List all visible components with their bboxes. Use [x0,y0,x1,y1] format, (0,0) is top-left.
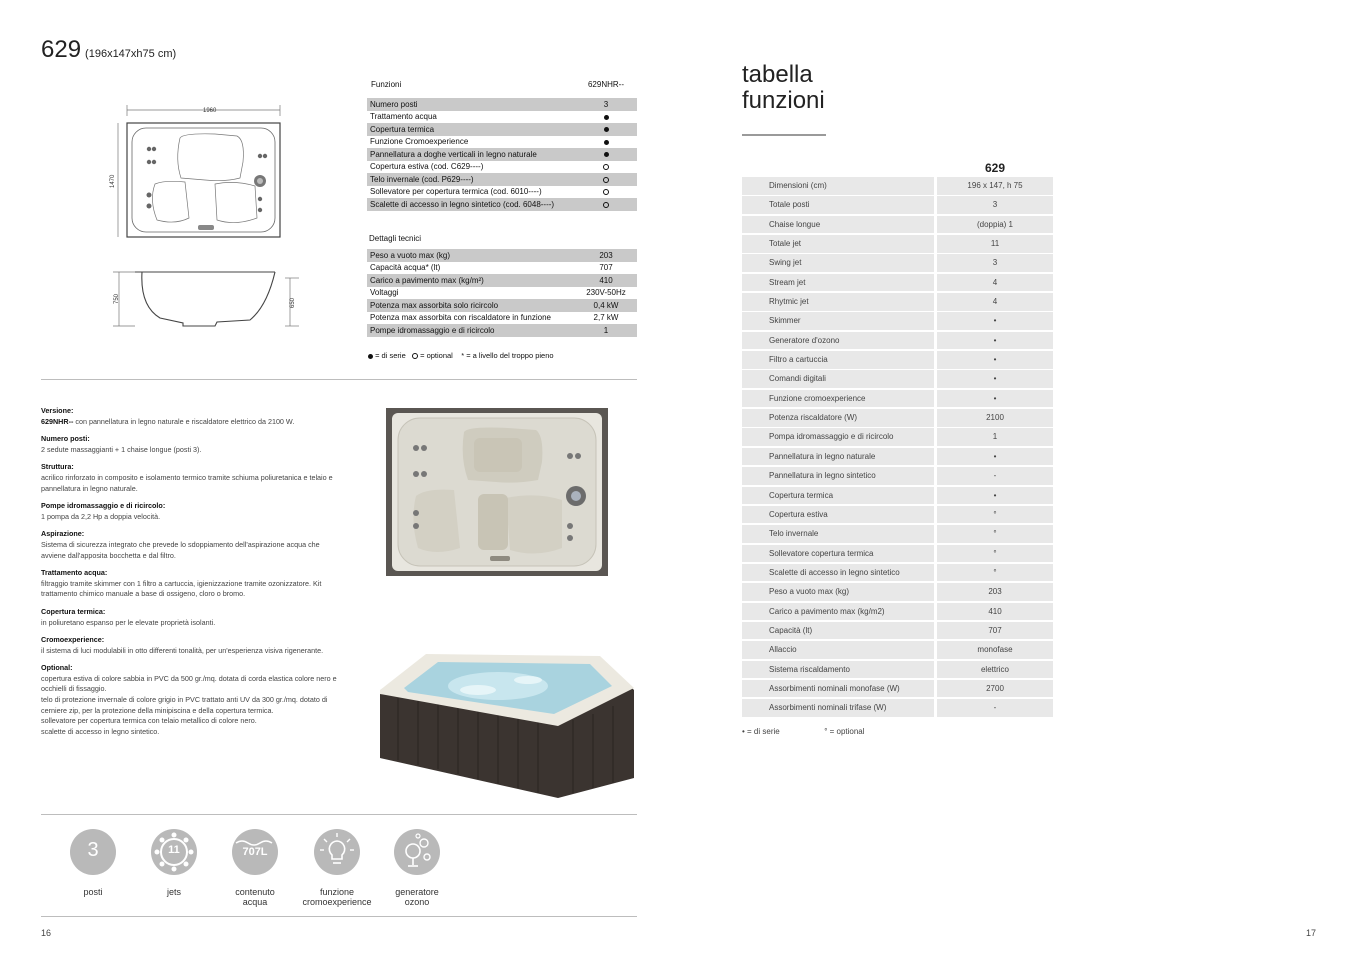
table-row: Copertura termica • [742,487,1053,505]
ozone-generator-icon [394,829,440,875]
table-row: Funzione Cromoexperience [367,136,637,149]
depth-label: 1470 [110,174,116,188]
description-item: Struttura: acrilico rinforzato in composito e isolamento termico tramite schiuma poliuretanica e telaio e pannellatura in legno naturale. [41,462,333,493]
table-row: Sollevatore copertura termica ° [742,545,1053,563]
features-table [742,177,1053,719]
table-row: Voltaggi 230V-50Hz [370,288,626,298]
table-row: Pompe idromassaggio e di ricircolo 1 [367,324,637,337]
functions-header-left: Funzioni [371,79,402,89]
page-number-left: 16 [41,928,52,938]
divider [41,379,637,380]
table-row: Generatore d'ozono • [742,332,1053,350]
table-row: Totale jet 11 [742,235,1053,253]
left-legend [368,351,554,360]
table-row: Capacità acqua* (lt) 707 [370,263,613,273]
table-row: Filtro a cartuccia • [742,351,1053,369]
table-row: Chaise longue (doppia) 1 [742,216,1053,234]
table-row: Swing jet 3 [742,254,1053,272]
table-row: Capacità (lt) 707 [742,622,1053,640]
description-item: Optional: copertura estiva di colore sabbia in PVC da 500 gr./mq. dotata di corda elastica colore nero e occhielli di fissaggio. telo di protezione invernale di colore grigio in PVC trattato anti UV da 300 gr./mq. dotato di cerniere zip, per la protezione della minipiscina e della copertura termica. sollevatore per copertura termica con telaio metallico di colore nero. scalette di accesso in legno sintetico. [41,663,337,736]
table-row: Allaccio monofase [742,641,1053,659]
description-item: Copertura termica: in poliuretano espanso per le elevate proprietà isolanti. [41,606,216,627]
table-row: Numero posti 3 [367,98,637,111]
legend-optional: = optional [420,351,453,360]
column-header: 629 [984,161,1006,175]
feature-seats: 3 posti [48,829,138,897]
table-row: Potenza max assorbita solo ricircolo 0,4 kW [367,299,637,312]
table-row: Dimensioni (cm) 196 x 147, h 75 [742,177,1053,195]
table-row: Pannellatura in legno naturale • [742,448,1053,466]
divider [41,916,637,917]
side-view-drawing [105,266,305,336]
table-row: Potenza max assorbita con riscaldatore in funzione 2,7 kW [370,313,619,323]
description-item: Aspirazione: Sistema di sicurezza integrato che prevede lo sdoppiamento dell'aspirazione acqua che avviene dall'apposita bocchetta e dal filtro. [41,529,320,560]
description-item: Cromoexperience: il sistema di luci modulabili in otto differenti tonalità, per un'esperienza visiva rigenerante. [41,635,324,655]
title-underline [742,134,826,136]
right-legend [742,727,865,736]
description-item: Pompe idromassaggio e di ricircolo: 1 pompa da 2,2 Hp a doppia velocità. [41,501,166,521]
table-row: Scalette di accesso in legno sintetico ° [742,564,1053,582]
legend-note: * = a livello del troppo pieno [461,351,554,360]
table-row: Stream jet 4 [742,274,1053,292]
tech-details-table [367,231,637,337]
table-row: Pannellatura a doghe verticali in legno naturale [367,148,637,161]
table-row: Trattamento acqua [367,111,637,124]
spa-top-photo [386,408,608,581]
serie-dot-icon [604,127,609,132]
table-row: Scalette di accesso in legno sintetico (cod. 6048----) [367,198,637,211]
table-row: Assorbimenti nominali monofase (W) 2700 [742,680,1053,698]
lightbulb-icon [314,829,360,875]
table-row: Telo invernale (cod. P629----) [367,173,637,186]
table-row: Assorbimenti nominali trifase (W) - [742,699,1053,717]
feature-cromoexperience: funzione cromoexperience [292,829,382,907]
table-row: Potenza riscaldatore (W) 2100 [742,409,1053,427]
description-item: Numero posti: 2 sedute massaggianti + 1 chaise longue (posti 3). [41,434,202,454]
jets-icon: 11 [151,829,197,875]
height-left-label: 750 [114,293,120,304]
tech-details-title: Dettagli tecnici [369,233,422,243]
feature-jets: 11 jets [129,829,219,897]
optional-ring-icon [603,202,609,208]
table-row: Rhytmic jet 4 [742,293,1053,311]
seats-icon: 3 [70,829,116,875]
feature-water-content: 707L contenuto acqua [210,829,300,907]
serie-dot-icon [604,115,609,120]
optional-ring-icon [603,164,609,170]
optional-ring-icon [603,189,609,195]
table-row: Pannellatura in legno sintetico - [742,467,1053,485]
table-row: Copertura estiva (cod. C629----) [367,161,637,174]
table-row: Totale posti 3 [742,196,1053,214]
spa-perspective-photo [368,648,640,805]
model-title [41,36,176,64]
divider [41,814,637,815]
table-row: Sollevatore per copertura termica (cod. 6010----) [367,186,637,199]
serie-dot-icon [368,354,373,359]
description-item: Trattamento acqua: filtraggio tramite skimmer con 1 filtro a cartuccia, igienizzazione tramite ozonizzatore. Kit trattamento chimico manuale a base di ossigeno, cloro o bromo. [41,568,322,599]
width-label: 1960 [203,108,217,114]
table-row: Sistema riscaldamento elettrico [742,661,1053,679]
description-item: Versione: 629NHR-- con pannellatura in legno naturale e riscaldatore elettrico da 2100 W. [41,406,295,426]
page-title: tabella funzioni [742,61,825,114]
model-number: 629 [41,36,82,63]
table-row: Pompa idromassaggio e di ricircolo 1 [742,428,1053,446]
table-row: Carico a pavimento max (kg/m2) 410 [742,603,1053,621]
table-row: Peso a vuoto max (kg) 203 [742,583,1053,601]
table-row: Skimmer • [742,312,1053,330]
legend-optional: ° = optional [824,727,865,736]
feature-ozone: generatore ozono [372,829,462,907]
table-row: Copertura estiva ° [742,506,1053,524]
optional-ring-icon [603,177,609,183]
table-row: Peso a vuoto max (kg) 203 [367,249,637,262]
description [41,406,341,744]
legend-serie: = di serie [375,351,406,360]
height-right-label: 650 [290,297,296,308]
table-row: Carico a pavimento max (kg/m²) 410 [367,274,637,287]
page-number-right: 17 [1306,928,1317,938]
table-row: Copertura termica [367,123,637,136]
optional-ring-icon [412,353,418,359]
water-content-icon: 707L [232,829,278,875]
table-row: Comandi digitali • [742,370,1053,388]
legend-serie: • = di serie [742,727,780,736]
functions-header-right: 629NHR-- [587,79,624,89]
model-dimensions: (196x147xh75 cm) [85,48,177,60]
functions-table [367,77,637,211]
table-row: Funzione cromoexperience • [742,390,1053,408]
table-row: Telo invernale ° [742,525,1053,543]
serie-dot-icon [604,152,609,157]
top-view-drawing [105,100,290,245]
serie-dot-icon [604,140,609,145]
